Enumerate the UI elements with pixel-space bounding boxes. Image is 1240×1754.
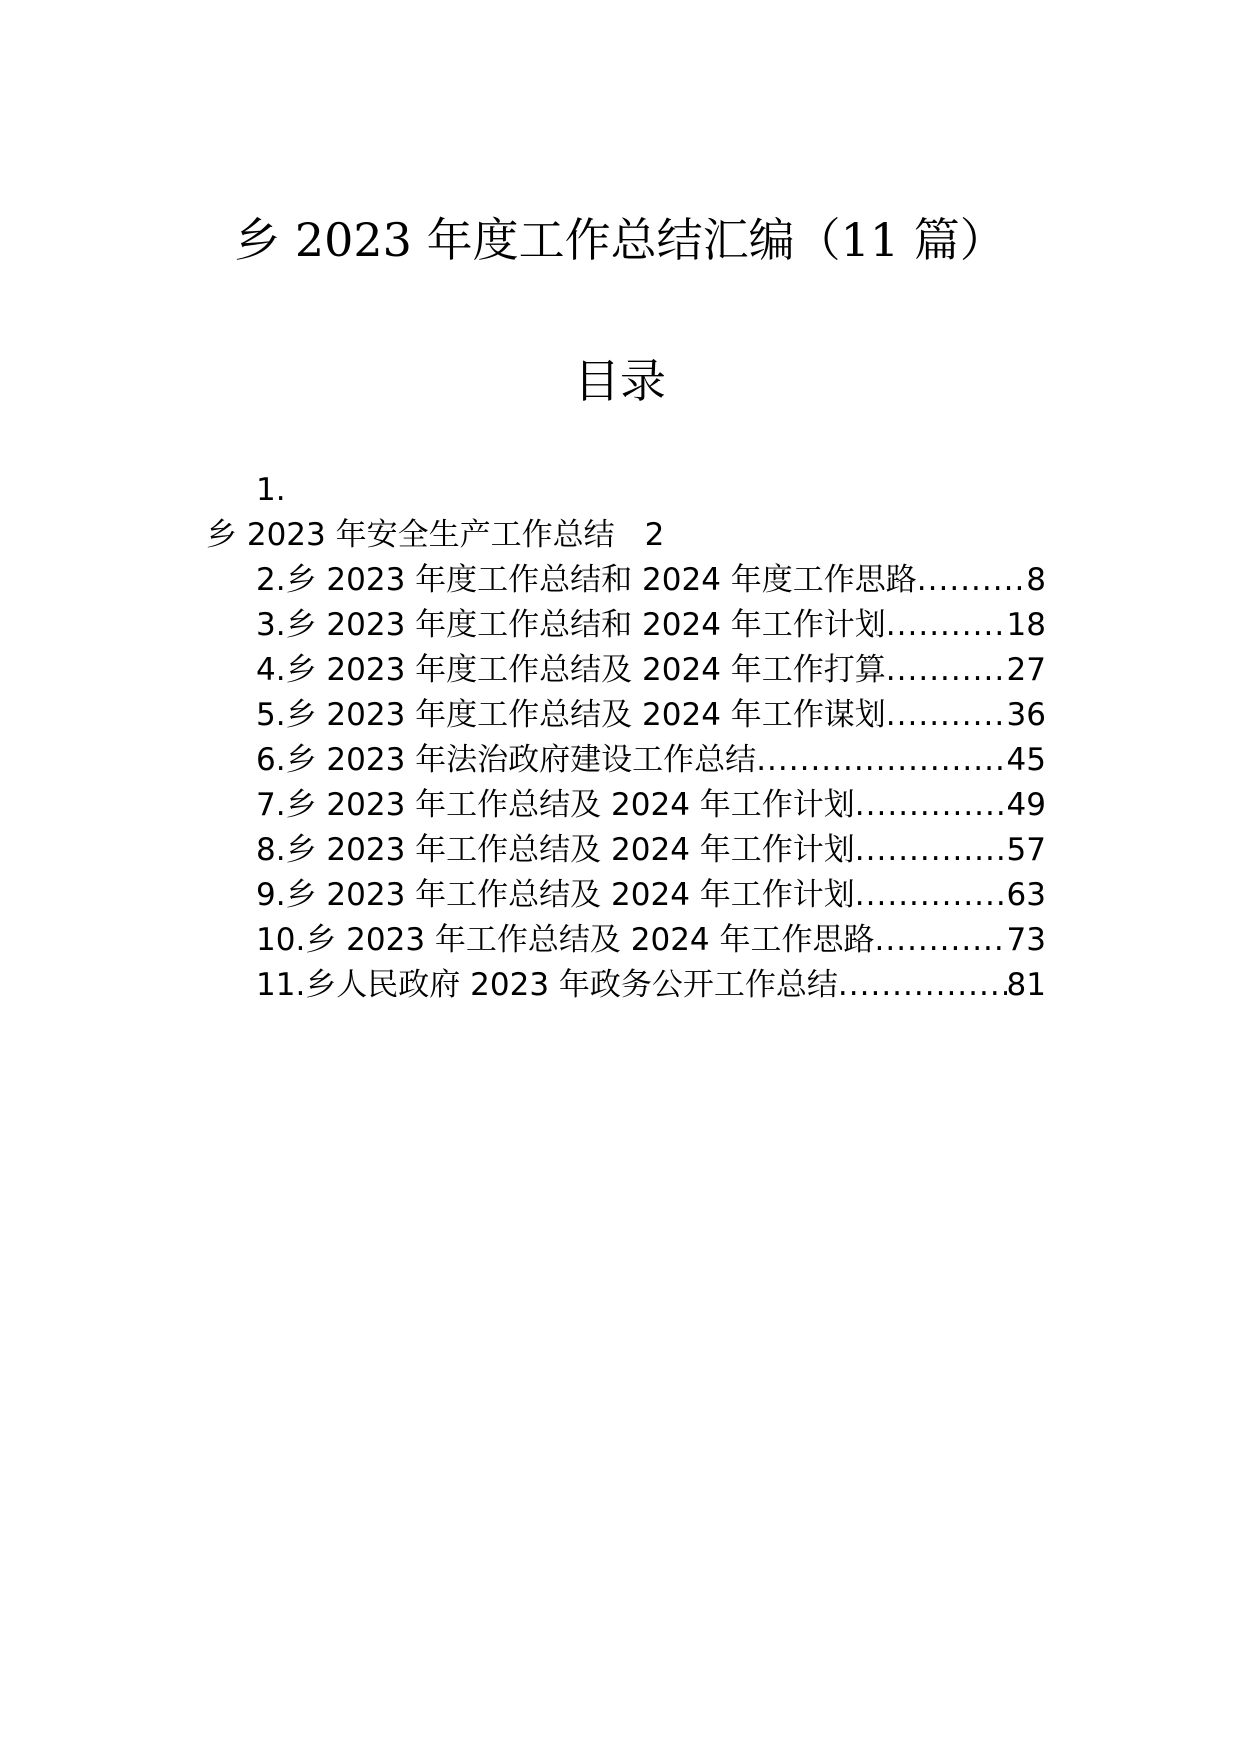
toc-entry-label: 4.乡 2023 年度工作总结及 2024 年工作打算	[256, 652, 886, 688]
toc-entry-1-number: 1.	[256, 472, 286, 508]
title-middle: 年度工作总结汇编（	[411, 213, 841, 267]
toc-entry-page: 81	[1006, 967, 1046, 1003]
toc-leader-dots	[875, 920, 1007, 960]
toc-entry-1[interactable]	[206, 515, 664, 555]
toc-entry-label: 6.乡 2023 年法治政府建设工作总结	[256, 742, 757, 778]
toc-entry-label: 乡 2023 年安全生产工作总结	[206, 517, 615, 553]
toc-leader-dots	[917, 560, 1026, 600]
toc-entry-label: 5.乡 2023 年度工作总结及 2024 年工作谋划	[256, 697, 886, 733]
toc-entry-page: 73	[1006, 922, 1046, 958]
toc-entry-page: 18	[1006, 607, 1046, 643]
toc-entry-page: 57	[1006, 832, 1046, 868]
toc-entry-label: 2.乡 2023 年度工作总结和 2024 年度工作思路	[256, 562, 917, 598]
toc-entry[interactable]	[256, 605, 1046, 645]
toc-entry-label: 9.乡 2023 年工作总结及 2024 年工作计划	[256, 877, 855, 913]
toc-entry-page: 49	[1006, 787, 1046, 823]
toc-entry[interactable]	[256, 965, 1046, 1005]
toc-entry-label: 8.乡 2023 年工作总结及 2024 年工作计划	[256, 832, 855, 868]
toc-entry-page: 45	[1006, 742, 1046, 778]
toc-leader-dots	[886, 650, 1007, 690]
toc-leader-dots	[886, 695, 1007, 735]
toc-leader-dots	[886, 605, 1007, 645]
toc-entry[interactable]	[256, 830, 1046, 870]
toc-entry-page: 8	[1026, 562, 1046, 598]
toc-entry-page: 36	[1006, 697, 1046, 733]
toc-entry[interactable]	[256, 785, 1046, 825]
toc-entry-label: 7.乡 2023 年工作总结及 2024 年工作计划	[256, 787, 855, 823]
toc-entry[interactable]	[256, 560, 1046, 600]
title-suffix: 篇）	[899, 213, 1006, 267]
title-year: 2023	[294, 213, 412, 267]
toc-entry-page: 63	[1006, 877, 1046, 913]
toc-leader-dots	[855, 875, 1007, 915]
toc-leader-dots	[838, 965, 1007, 1005]
toc-entry[interactable]	[256, 740, 1046, 780]
toc-leader-dots	[855, 830, 1007, 870]
toc-leader-dots	[855, 785, 1007, 825]
toc-entry-page: 27	[1006, 652, 1046, 688]
title-count: 11	[840, 213, 900, 267]
toc-entry[interactable]	[256, 650, 1046, 690]
title-prefix: 乡	[234, 213, 295, 267]
toc-entry-page: 2	[644, 517, 665, 553]
toc-entry[interactable]	[256, 875, 1046, 915]
toc-entry-label: 11.乡人民政府 2023 年政务公开工作总结	[256, 967, 838, 1003]
toc-entry-label: 3.乡 2023 年度工作总结和 2024 年工作计划	[256, 607, 886, 643]
toc-heading: 目录	[574, 354, 666, 408]
toc-entry[interactable]	[256, 695, 1046, 735]
toc-entry-label: 10.乡 2023 年工作总结及 2024 年工作思路	[256, 922, 875, 958]
toc-entry[interactable]	[256, 920, 1046, 960]
toc-leader-dots	[756, 740, 1006, 780]
